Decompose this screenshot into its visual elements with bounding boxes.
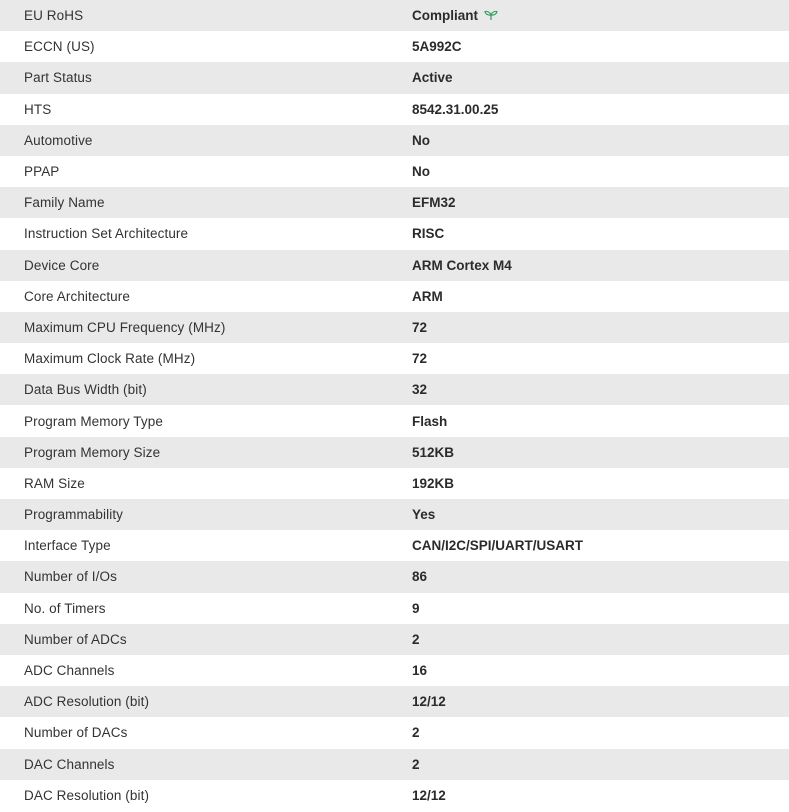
spec-value-cell (412, 343, 789, 374)
spec-row (0, 125, 789, 156)
spec-value-cell (412, 405, 789, 436)
spec-row (0, 499, 789, 530)
spec-label: DAC Channels (24, 756, 115, 772)
spec-label: Maximum CPU Frequency (MHz) (24, 319, 226, 335)
spec-row (0, 624, 789, 655)
spec-label: ECCN (US) (24, 39, 95, 55)
spec-row (0, 218, 789, 249)
spec-value-cell (412, 624, 789, 655)
spec-value-cell (412, 655, 789, 686)
spec-value-cell (412, 281, 789, 312)
spec-value-cell (412, 561, 789, 592)
spec-row (0, 62, 789, 93)
spec-row (0, 94, 789, 125)
spec-label: Maximum Clock Rate (MHz) (24, 351, 196, 367)
spec-label: Device Core (24, 257, 100, 273)
spec-row (0, 437, 789, 468)
spec-row (0, 156, 789, 187)
spec-value: 2 (412, 725, 420, 741)
spec-row (0, 468, 789, 499)
spec-label: No. of Timers (24, 600, 106, 616)
spec-label: HTS (24, 101, 52, 117)
spec-label: RAM Size (24, 475, 85, 491)
spec-row (0, 780, 789, 811)
spec-label: Number of ADCs (24, 631, 127, 647)
spec-value-cell (412, 187, 789, 218)
spec-value: 2 (412, 631, 420, 647)
spec-value: 512KB (412, 444, 455, 460)
spec-row (0, 31, 789, 62)
spec-value: Flash (412, 413, 448, 429)
spec-label: EU RoHS (24, 8, 84, 24)
spec-value-cell (412, 468, 789, 499)
spec-label: Number of DACs (24, 725, 128, 741)
spec-row (0, 655, 789, 686)
spec-value-cell (412, 312, 789, 343)
spec-value-cell (412, 31, 789, 62)
leaf-icon (484, 9, 498, 21)
spec-value: CAN/I2C/SPI/UART/USART (412, 538, 584, 554)
spec-value: 72 (412, 319, 428, 335)
spec-value-cell (412, 218, 789, 249)
spec-value-cell (412, 593, 789, 624)
spec-value: 192KB (412, 475, 455, 491)
spec-value: 8542.31.00.25 (412, 101, 499, 117)
spec-value-cell (412, 94, 789, 125)
spec-value-cell (412, 686, 789, 717)
spec-value-cell (412, 499, 789, 530)
spec-row (0, 312, 789, 343)
spec-value-cell (412, 125, 789, 156)
spec-label: Part Status (24, 70, 92, 86)
spec-value: 86 (412, 569, 428, 585)
spec-value-cell (412, 0, 789, 31)
spec-row (0, 717, 789, 748)
spec-label: ADC Resolution (bit) (24, 694, 150, 710)
spec-value: 12/12 (412, 787, 446, 803)
spec-label: Program Memory Size (24, 444, 161, 460)
spec-value-cell (412, 156, 789, 187)
spec-label: ADC Channels (24, 663, 115, 679)
spec-value: No (412, 164, 430, 180)
spec-row (0, 593, 789, 624)
spec-row (0, 0, 789, 31)
spec-row (0, 281, 789, 312)
spec-row (0, 374, 789, 405)
spec-value-cell (412, 62, 789, 93)
spec-row (0, 250, 789, 281)
spec-value: 16 (412, 663, 428, 679)
spec-value-cell (412, 749, 789, 780)
spec-label: Data Bus Width (bit) (24, 382, 147, 398)
spec-label: Core Architecture (24, 288, 130, 304)
spec-label: Interface Type (24, 538, 111, 554)
spec-value: 5A992C (412, 39, 462, 55)
spec-label: Instruction Set Architecture (24, 226, 189, 242)
spec-label: Programmability (24, 507, 124, 523)
spec-value: 12/12 (412, 694, 446, 710)
spec-value: 72 (412, 351, 428, 367)
spec-value: Compliant (412, 8, 478, 24)
spec-label: PPAP (24, 164, 60, 180)
spec-value-cell (412, 250, 789, 281)
spec-value: 9 (412, 600, 420, 616)
spec-row (0, 187, 789, 218)
spec-row (0, 749, 789, 780)
spec-row (0, 686, 789, 717)
spec-label: Family Name (24, 195, 105, 211)
spec-row (0, 530, 789, 561)
spec-value: Yes (412, 507, 436, 523)
spec-label: Program Memory Type (24, 413, 163, 429)
spec-value: ARM (412, 288, 443, 304)
spec-label: Automotive (24, 132, 93, 148)
spec-row (0, 405, 789, 436)
spec-value: 2 (412, 756, 420, 772)
spec-value: ARM Cortex M4 (412, 257, 512, 273)
spec-value-cell (412, 530, 789, 561)
spec-value-cell (412, 437, 789, 468)
spec-value-cell (412, 374, 789, 405)
spec-value-cell (412, 780, 789, 811)
spec-value: No (412, 132, 430, 148)
spec-row (0, 343, 789, 374)
spec-value: 32 (412, 382, 428, 398)
spec-label: DAC Resolution (bit) (24, 787, 150, 803)
spec-value-cell (412, 717, 789, 748)
spec-value: Active (412, 70, 453, 86)
spec-value: RISC (412, 226, 445, 242)
spec-value: EFM32 (412, 195, 456, 211)
spec-row (0, 561, 789, 592)
spec-label: Number of I/Os (24, 569, 117, 585)
